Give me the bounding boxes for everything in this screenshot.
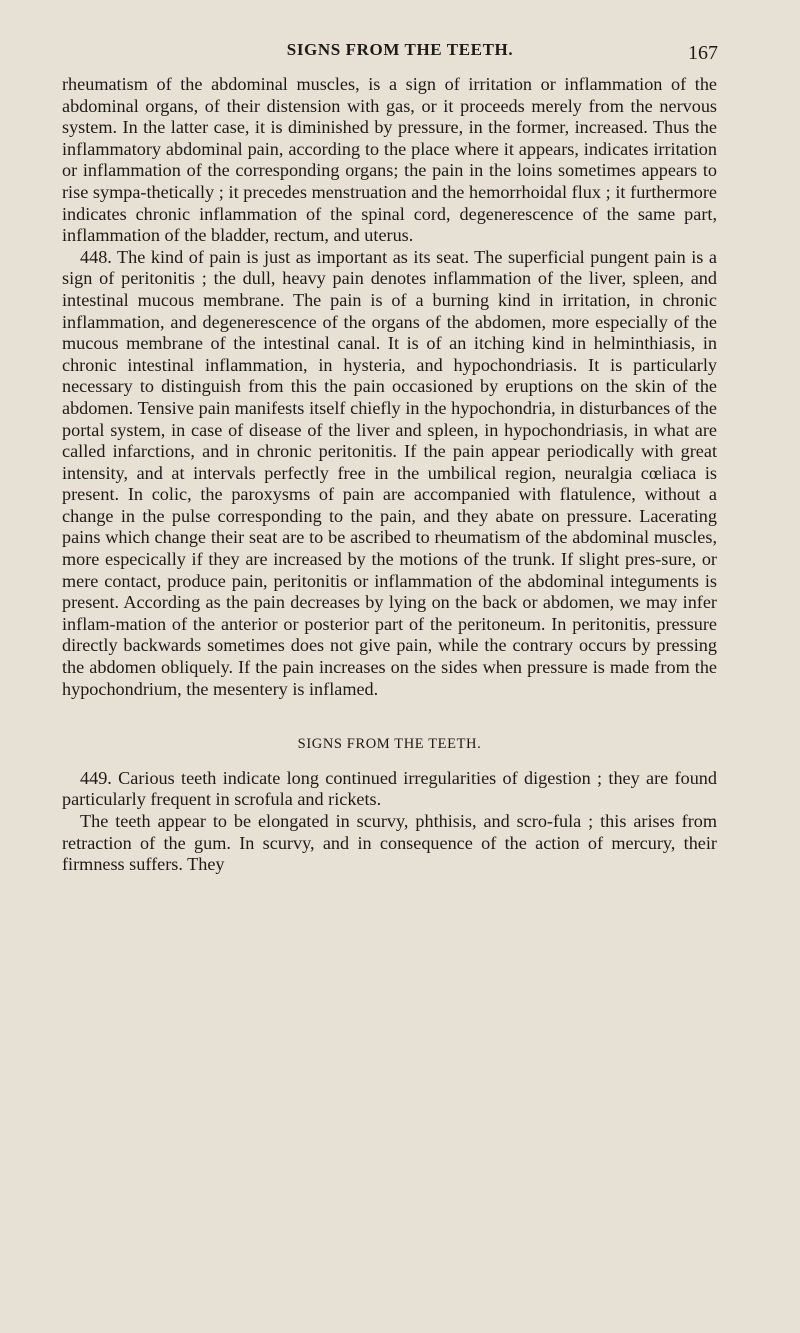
paragraph-continued: rheumatism of the abdominal muscles, is a sign of irritation or inflammation of the abdominal organs, of their distension with gas, or it proceeds merely from the nervous system. In the latter case, it is diminished by pressure, in the former, increased. Thus the inflammatory abdominal pain, according to the place where it appears, indicates irritation or inflammation of the corresponding organs; the pain in the loins sometimes appears to rise sympa-thetically ; it precedes menstruation and the hemorrhoidal flux ; it furthermore indicates chronic inflammation of the spinal cord, degenerescence of the same part, inflammation of the bladder, rectum, and uterus. [62, 74, 717, 246]
running-head [0, 36, 800, 66]
paragraph-teeth-elongated: The teeth appear to be elongated in scurvy, phthisis, and scro-fula ; this arises from retraction of the gum. In scurvy, and in consequence of the action of mercury, their firmness suffers. They [62, 811, 717, 875]
section-heading: SIGNS FROM THE TEETH. [297, 736, 482, 753]
page-number: 167 [688, 42, 718, 64]
paragraph-448: 448. The kind of pain is just as important as its seat. The superficial pungent pain is a sign of peritonitis ; the dull, heavy pain denotes inflammation of the liver, spleen, and intestinal mucous membrane. The pain is of a burning kind in irritation, in chronic inflammation, and degenerescence of the organs of the abdomen, more especially of the mucous membrane of the intestinal canal. It is of an itching kind in helminthiasis, in chronic intestinal inflammation, in hysteria, and hypochondriasis. It is particularly necessary to distinguish from this the pain occasioned by eruptions on the skin of the abdomen. Tensive pain manifests itself chiefly in the hypochondria, in disturbances of the portal system, in case of disease of the liver and spleen, in hypochondriasis, in what are called infarctions, and in chronic peritonitis. If the pain appear periodically with great intensity, and at intervals perfectly free in the umbilical region, neuralgia cœliaca is present. In colic, the paroxysms of pain are accompanied with flatulence, without a change in the pulse corresponding to the pain, and they abate on pressure. Lacerating pains which change their seat are to be ascribed to rheumatism of the abdominal muscles, more especically if they are increased by the motions of the trunk. If slight pres-sure, or mere contact, produce pain, peritonitis or inflammation of the abdominal integuments is present. According as the pain decreases by lying on the back or abdomen, we may infer inflam-mation of the anterior or posterior part of the peritoneum. In peritonitis, pressure directly backwards sometimes does not give pain, while the contrary occurs by pressing the abdomen obliquely. If the pain increases on the sides when pressure is made from the hypochondrium, the mesentery is inflamed. [62, 246, 717, 699]
running-title: SIGNS FROM THE TEETH. [286, 40, 514, 59]
paragraph-449: 449. Carious teeth indicate long continued irregularities of digestion ; they are found particularly frequent in scrofula and rickets. [62, 767, 717, 810]
body-text [62, 74, 717, 876]
